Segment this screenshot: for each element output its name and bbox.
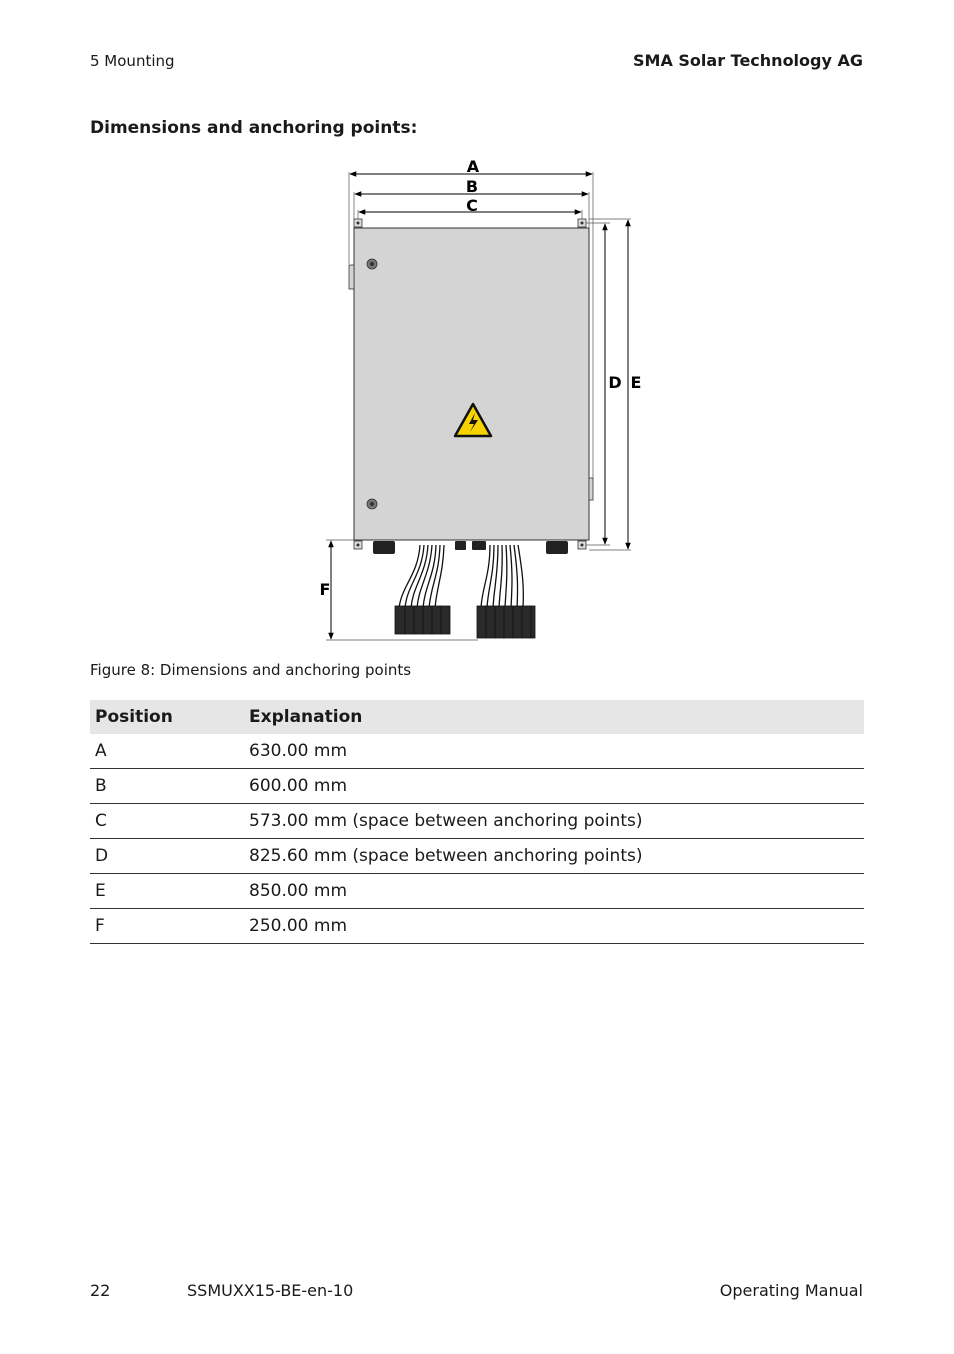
- explanation-cell: 850.00 mm: [244, 874, 864, 909]
- position-cell: F: [90, 909, 244, 944]
- label-a: A: [466, 157, 480, 176]
- table-row: [90, 804, 864, 839]
- header-chapter: 5 Mounting: [90, 52, 175, 70]
- label-c: C: [466, 196, 478, 215]
- screw-icon: [367, 259, 377, 269]
- explanation-cell: 250.00 mm: [244, 909, 864, 944]
- table-row: [90, 874, 864, 909]
- label-d: D: [608, 373, 622, 392]
- screw-icon: [367, 499, 377, 509]
- explanation-cell: 600.00 mm: [244, 769, 864, 804]
- explanation-cell: 573.00 mm (space between anchoring points): [244, 804, 864, 839]
- figure-caption: Figure 8: Dimensions and anchoring points: [90, 661, 412, 679]
- table-row: [90, 839, 864, 874]
- explanation-cell: 825.60 mm (space between anchoring points): [244, 839, 864, 874]
- enclosure-body: [354, 228, 589, 540]
- dimensions-table: [90, 700, 864, 944]
- position-cell: E: [90, 874, 244, 909]
- page-number: 22: [90, 1281, 111, 1300]
- explanation-cell: 630.00 mm: [244, 734, 864, 769]
- label-f: F: [319, 580, 331, 599]
- table-header-row: [90, 700, 864, 734]
- position-cell: B: [90, 769, 244, 804]
- dimension-figure: [300, 150, 660, 650]
- position-cell: A: [90, 734, 244, 769]
- document-id: SSMUXX15-BE-en-10: [187, 1281, 354, 1300]
- table-row: [90, 769, 864, 804]
- section-title: Dimensions and anchoring points:: [90, 118, 418, 138]
- header-company: SMA Solar Technology AG: [633, 51, 863, 70]
- label-e: E: [630, 373, 642, 392]
- position-cell: D: [90, 839, 244, 874]
- position-cell: C: [90, 804, 244, 839]
- label-b: B: [465, 177, 479, 196]
- column-header-explanation: Explanation: [244, 700, 864, 734]
- document-type: Operating Manual: [719, 1281, 863, 1300]
- table-row: [90, 909, 864, 944]
- column-header-position: Position: [90, 700, 244, 734]
- table-row: [90, 734, 864, 769]
